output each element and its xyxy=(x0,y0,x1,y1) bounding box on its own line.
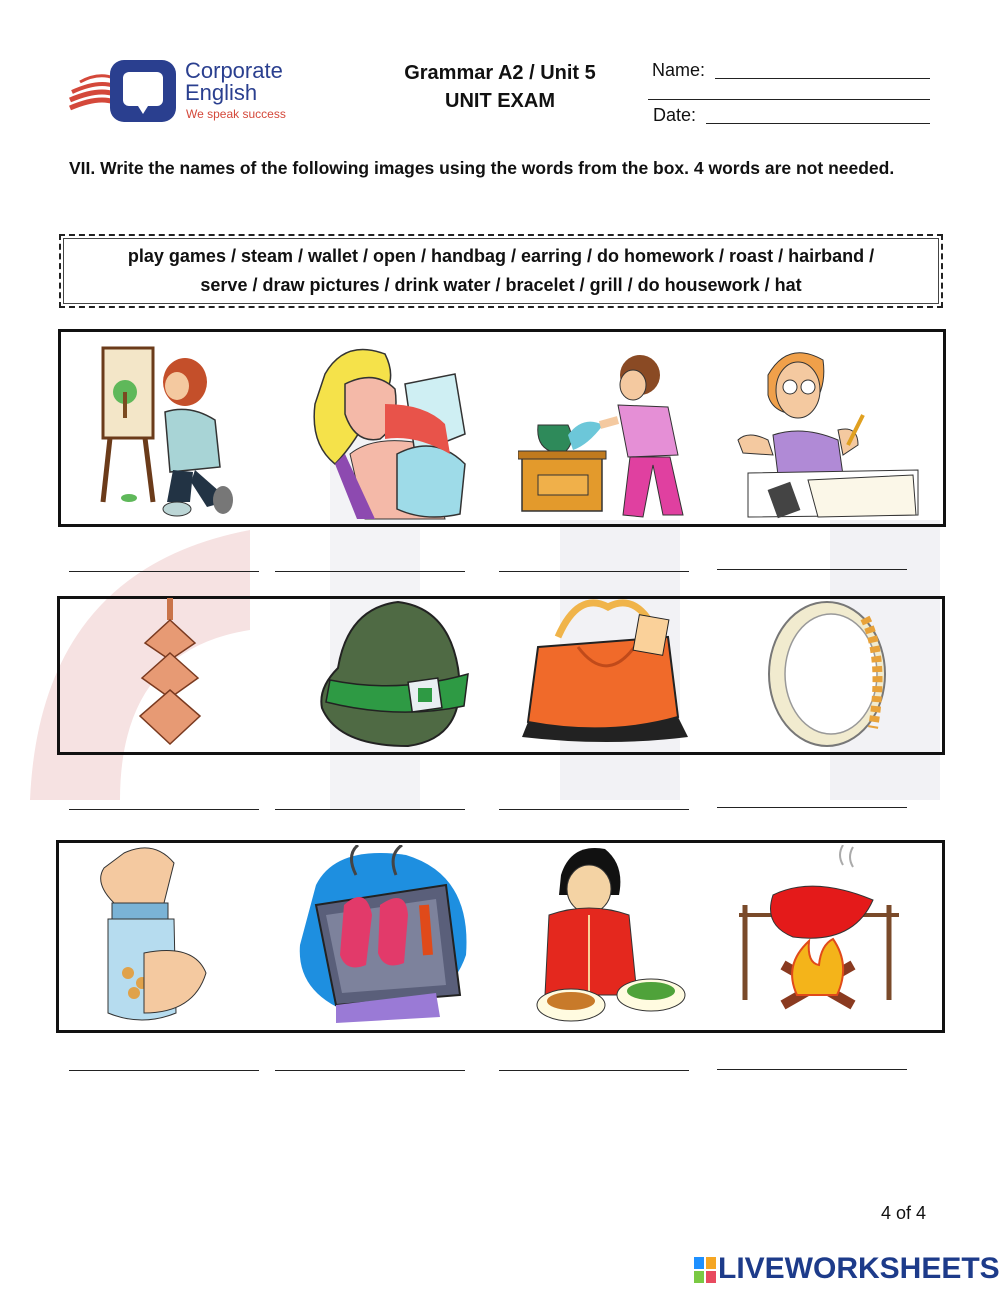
answer-line[interactable] xyxy=(69,571,259,572)
girl-painting-easel-image xyxy=(95,342,240,522)
date-label: Date: xyxy=(653,105,697,125)
answer-line[interactable] xyxy=(275,571,465,572)
meat-roasting-on-fire-image xyxy=(733,845,905,1025)
exam-title: Grammar A2 / Unit 5 xyxy=(404,62,596,84)
meat-on-grill-image xyxy=(296,845,472,1025)
answer-line[interactable] xyxy=(275,1070,465,1071)
word-box-line2: serve / draw pictures / drink water / bracelet / grill / do housework / hat xyxy=(200,275,802,295)
instruction: VII. Write the names of the following images using the words from the box. 4 words are not needed. xyxy=(69,158,895,178)
hands-opening-jar-image xyxy=(94,843,212,1028)
logo-line2: English xyxy=(185,80,258,105)
earring-image xyxy=(130,598,210,748)
green-hat-image xyxy=(318,598,470,750)
answer-line[interactable] xyxy=(717,1069,907,1070)
logo-icon xyxy=(68,58,178,126)
date-field[interactable] xyxy=(706,123,930,124)
logo-tagline: We speak success xyxy=(186,107,286,121)
woman-serving-food-image xyxy=(535,845,687,1025)
answer-line[interactable] xyxy=(717,807,907,808)
answer-line[interactable] xyxy=(69,1070,259,1071)
corporate-english-logo xyxy=(68,58,298,126)
logo-line1: Corporate xyxy=(185,58,283,83)
page-number: 4 of 4 xyxy=(881,1203,927,1223)
orange-handbag-image xyxy=(518,597,690,747)
answer-line[interactable] xyxy=(717,569,907,570)
answer-line[interactable] xyxy=(69,809,259,810)
answer-line[interactable] xyxy=(499,571,689,572)
liveworksheets-icon xyxy=(694,1257,716,1283)
name-label: Name: xyxy=(652,60,706,80)
answer-line[interactable] xyxy=(275,809,465,810)
woman-dusting-furniture-image xyxy=(518,345,688,523)
name-field-continued[interactable] xyxy=(648,99,930,100)
liveworksheets-logo xyxy=(694,1252,1000,1288)
exam-subtitle: UNIT EXAM xyxy=(445,90,555,112)
answer-line[interactable] xyxy=(499,1070,689,1071)
liveworksheets-wordmark: LIVEWORKSHEETS xyxy=(718,1252,1000,1285)
woman-drinking-water-image xyxy=(305,344,470,522)
word-box xyxy=(59,234,943,308)
boy-doing-homework-image xyxy=(728,345,923,523)
answer-line[interactable] xyxy=(499,809,689,810)
bracelet-image xyxy=(765,598,890,750)
name-field[interactable] xyxy=(715,78,930,79)
word-box-line1: play games / steam / wallet / open / handbag / earring / do homework / roast / hairband / xyxy=(127,246,875,266)
